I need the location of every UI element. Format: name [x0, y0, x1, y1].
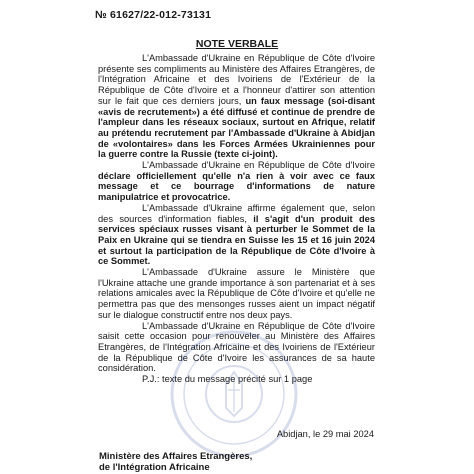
paragraph-5-text: L'Ambassade d'Ukraine en République de Côte d'Ivoire saisit cette occasion pour renouveler au Ministère des Affaires Etrangères, de l'Intégration Africaine et des Ivoiriens de l'Extérieur de la République de Côte d'Ivoire les assurances de sa haute considération. — [98, 320, 375, 374]
paragraph-4-text: L'Ambassade d'Ukraine assure le Ministère que l'Ukraine attache une grande importance à son partenariat et à ses relations amicales avec la République de Côte d'Ivoire et qu'elle ne permettra pas que des mensonges russes aient un impact négatif sur le dialogue constructif entre nos deux pays. — [98, 267, 375, 320]
paragraph-3-bold: il s'agit d'un produit des services spéciaux russes visant à perturber le Sommet de la Paix en Ukraine qui se tiendra en Suisse les 15 et 16 juin 2024 et surtout la participation de la République de Côte d'Ivoire à ce Sommet. — [98, 213, 375, 267]
paragraph-1-text: L'Ambassade d'Ukraine en République de Côte d'Ivoire présente ses compliments au Ministère des Affaires Etrangères, de l'Intégration Africaine et des Ivoiriens de l'Extérieur de la République de Côte d'Ivoire et a l'honneur d'attirer son attention sur le fait que ces derniers jours, — [98, 53, 375, 106]
recipient-line-2: de l'Intégration Africaine — [99, 462, 210, 473]
paragraph-1-bold: un faux message (soi-disant «avis de recrutement») a été diffusé et continue de prendre de l'ampleur dans les réseaux sociaux, surtout en Afrique, relatif au prétendu recrutement par l'Ambassade d'Ukraine à Abidjan de «volontaires» dans les Forces Armées Ukrainiennes pour la guerre contre la Russie (texte ci-joint). — [98, 95, 376, 160]
recipient-line-1: Ministère des Affaires Etrangères, — [99, 451, 253, 462]
paragraph-2-text: L'Ambassade d'Ukraine en République de Côte d'Ivoire — [142, 160, 375, 171]
date-line: Abidjan, le 29 mai 2024 — [276, 429, 374, 439]
document-body — [98, 53, 375, 385]
attachment-note: P.J.: texte du message précité sur 1 page — [142, 374, 313, 385]
paragraph-2 — [98, 160, 375, 203]
paragraph-3-text: L'Ambassade d'Ukraine affirme également que, selon des sources d'information fiables, — [98, 202, 375, 224]
paragraph-5 — [98, 321, 375, 375]
paragraph-1 — [98, 53, 375, 160]
paragraph-4 — [98, 267, 375, 321]
recipient-address — [99, 451, 252, 473]
document-title: NOTE VERBALE — [195, 38, 279, 50]
reference-number: № 61627/22-012-73131 — [95, 9, 212, 21]
paragraph-3 — [98, 203, 375, 267]
paragraph-2-bold: déclare officiellement qu'elle n'a rien à voir avec ce faux message et ce bourrage d'informations de nature manipulatrice et provocatrice. — [98, 170, 375, 203]
